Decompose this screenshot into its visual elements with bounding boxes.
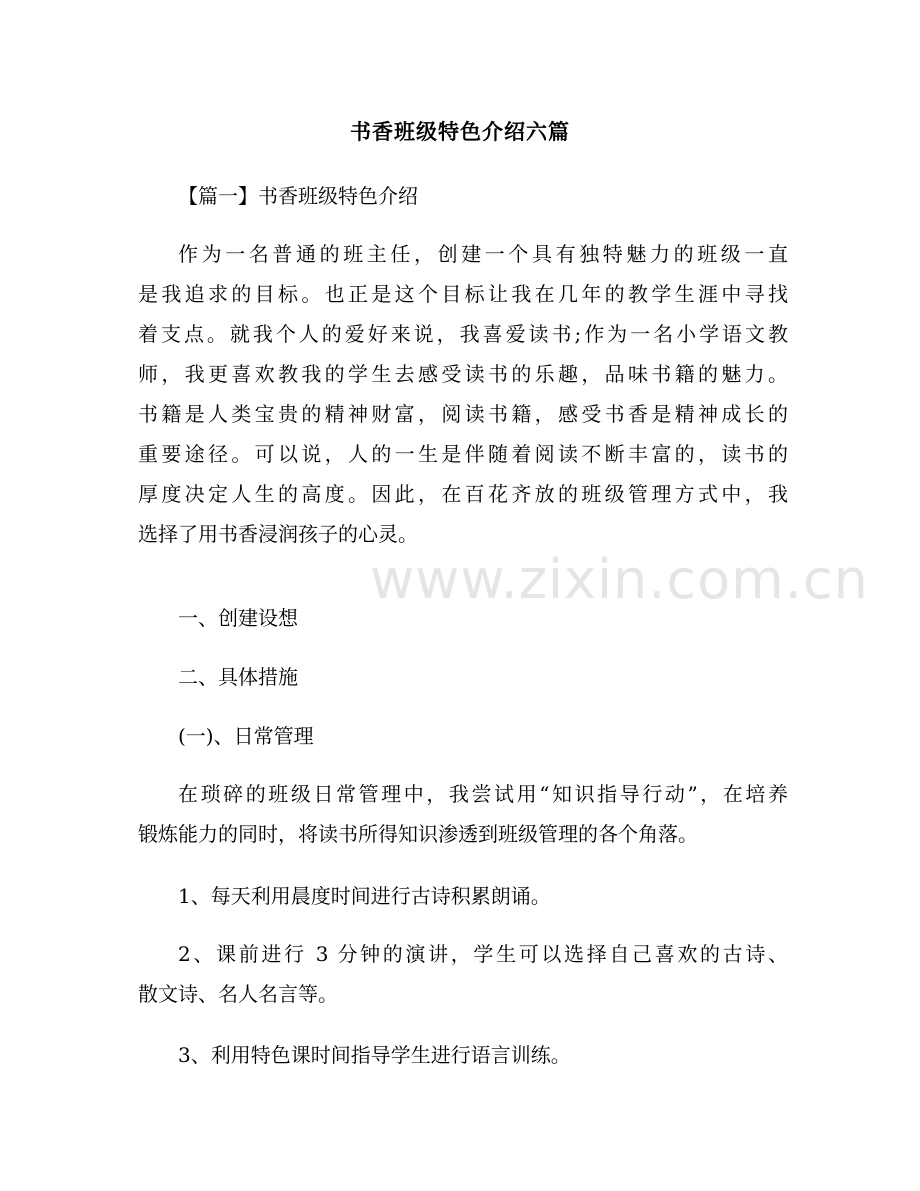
list-item-2 bbox=[138, 934, 788, 1014]
paragraph-line: 在琐碎的班级日常管理中，我尝试用“知识指导行动”，在培养 bbox=[178, 782, 788, 806]
paragraph-line: 是我追求的目标。也正是这个目标让我在几年的教学生涯中寻找 bbox=[138, 282, 788, 306]
heading-measures: 二、具体措施 bbox=[178, 665, 298, 689]
heading-create-idea: 一、创建设想 bbox=[178, 606, 298, 630]
paragraph-line: 散文诗、名人名言等。 bbox=[138, 982, 338, 1006]
paragraph-line: 厚度决定人生的高度。因此，在百花齐放的班级管理方式中，我 bbox=[138, 482, 788, 506]
document-title: 书香班级特色介绍六篇 bbox=[350, 120, 570, 144]
paragraph-line: 重要途径。可以说，人的一生是伴随着阅读不断丰富的，读书的 bbox=[138, 442, 788, 466]
list-item-3: 3、利用特色课时间指导学生进行语言训练。 bbox=[178, 1043, 571, 1067]
list-item-1: 1、每天利用晨度时间进行古诗积累朗诵。 bbox=[178, 884, 551, 908]
watermark: www.zixin.com.cn bbox=[370, 548, 869, 611]
daily-paragraph bbox=[138, 774, 788, 854]
subheading-daily-management: (一)、日常管理 bbox=[178, 724, 314, 748]
intro-paragraph bbox=[138, 234, 788, 554]
paragraph-line: 作为一名普通的班主任，创建一个具有独特魅力的班级一直 bbox=[178, 242, 788, 266]
paragraph-line: 师，我更喜欢教我的学生去感受读书的乐趣，品味书籍的魅力。 bbox=[138, 362, 788, 386]
paragraph-line: 着支点。就我个人的爱好来说，我喜爱读书;作为一名小学语文教 bbox=[138, 322, 788, 346]
paragraph-line: 书籍是人类宝贵的精神财富，阅读书籍，感受书香是精神成长的 bbox=[138, 402, 788, 426]
section-heading: 【篇一】书香班级特色介绍 bbox=[178, 184, 418, 208]
paragraph-line: 锻炼能力的同时，将读书所得知识渗透到班级管理的各个角落。 bbox=[138, 822, 698, 846]
paragraph-line: 选择了用书香浸润孩子的心灵。 bbox=[138, 522, 418, 546]
paragraph-line: 2、课前进行 3 分钟的演讲，学生可以选择自己喜欢的古诗、 bbox=[178, 942, 788, 966]
